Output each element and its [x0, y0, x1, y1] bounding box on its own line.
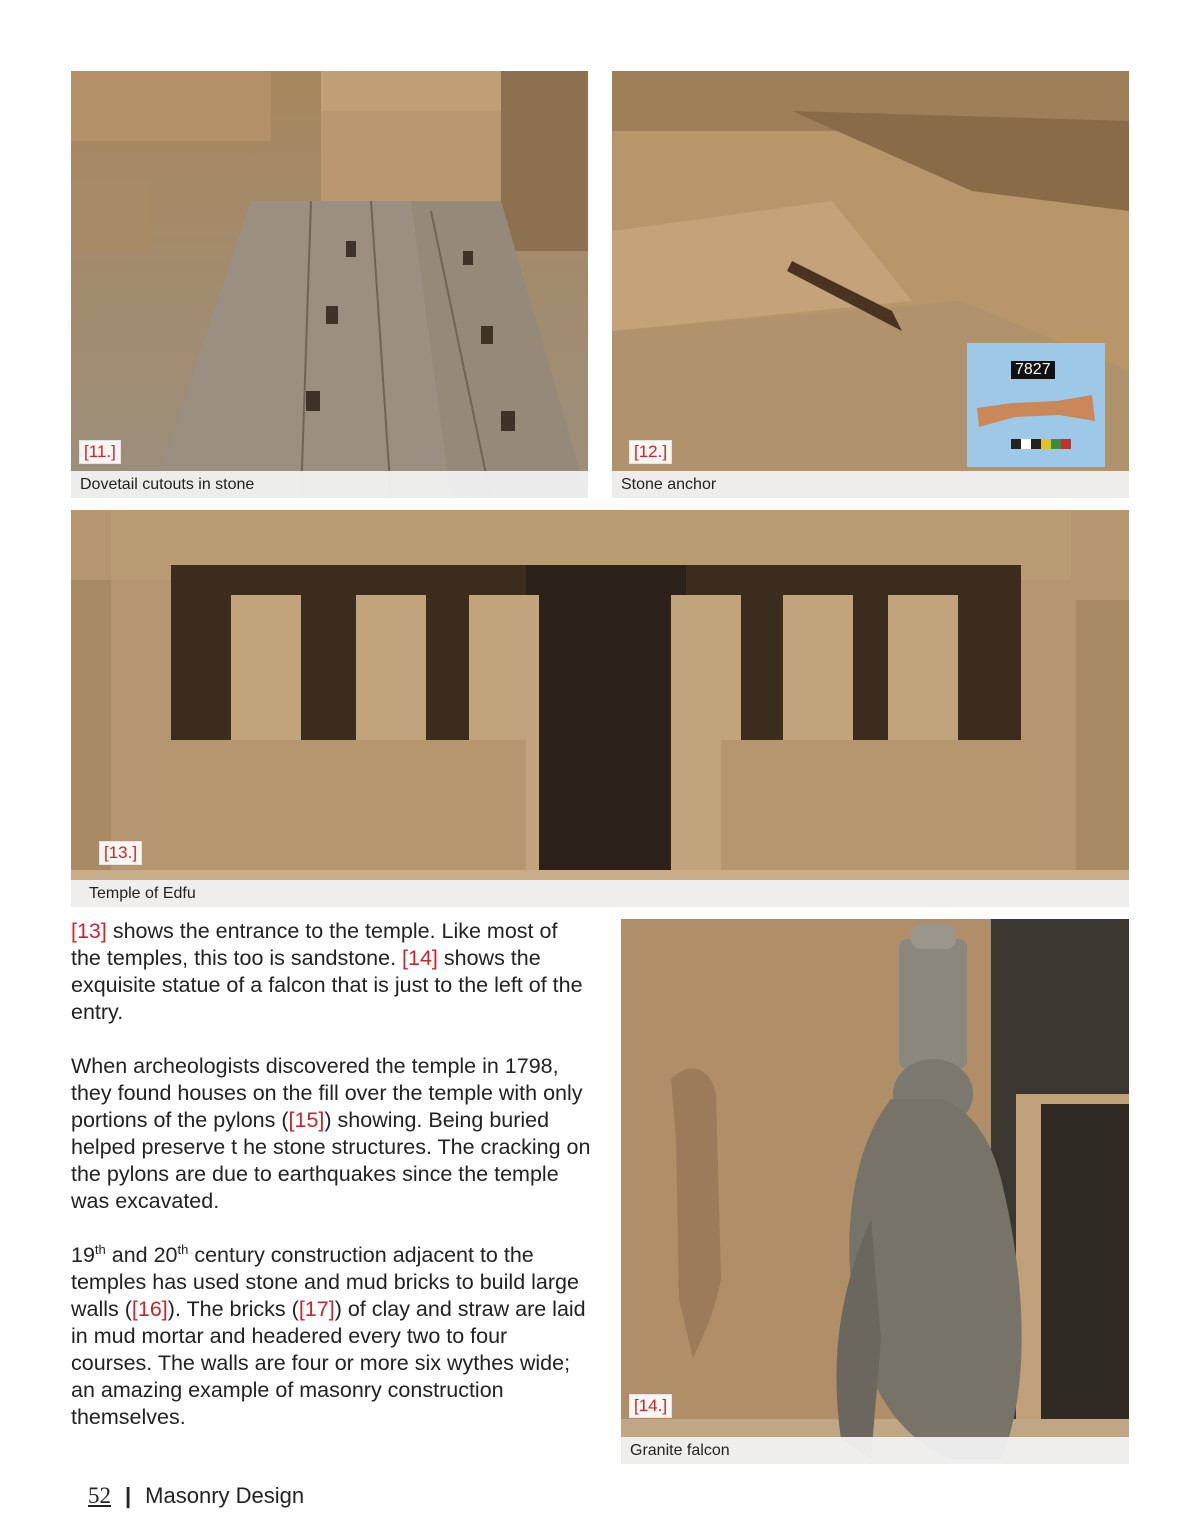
artifact-label: 7827 — [1011, 361, 1055, 379]
figure-14-granite-falcon-photo — [621, 919, 1129, 1464]
p3-text-1: and 20 — [105, 1243, 178, 1267]
scale-bar — [1011, 439, 1071, 449]
figure-13-edfu-temple-photo — [71, 510, 1129, 907]
footer-separator: | — [125, 1483, 132, 1508]
figure-13-number: [13.] — [99, 841, 142, 865]
figure-12-number: [12.] — [629, 440, 672, 464]
p3-text-3: ). The bricks ( — [167, 1297, 299, 1321]
page-number: 52 — [88, 1483, 111, 1508]
granite-falcon-image — [621, 919, 1129, 1464]
p3-num-1: 19 — [71, 1243, 95, 1267]
p1-text-2: shows the exquisite statue of a falcon that is just to the left of the entry. — [71, 946, 583, 1024]
figure-12-stone-anchor-photo — [612, 71, 1129, 498]
ref-17-link[interactable]: [17] — [298, 1297, 335, 1321]
p3-text-2: century construction adjacent to the temples has used stone and mud bricks to build large walls ( — [71, 1243, 579, 1321]
p3-sup-2: th — [177, 1242, 189, 1257]
ref-15-link[interactable]: [15] — [288, 1108, 325, 1132]
ref-13-link[interactable]: [13] — [71, 919, 107, 943]
dovetail-stone-image — [71, 71, 588, 498]
anchor-artifact-inset — [967, 343, 1105, 467]
artifact-shape — [967, 383, 1105, 443]
temple-facade-image — [71, 510, 1129, 907]
figure-14-caption: Granite falcon — [621, 1437, 1129, 1464]
p3-sup-1: th — [94, 1242, 106, 1257]
p3-text-4: ) of clay and straw are laid in mud mortar and headered every two to four courses. The walls are four or more six wythes wide; an amazing example of masonry construction themselves. — [71, 1297, 586, 1429]
figure-11-dovetail-photo — [71, 71, 588, 498]
paragraph-1 — [71, 918, 591, 1026]
figure-14-number: [14.] — [629, 1394, 672, 1418]
ref-16-link[interactable]: [16] — [131, 1297, 168, 1321]
figure-12-caption: Stone anchor — [612, 471, 1129, 498]
ref-14-link[interactable]: [14] — [402, 946, 438, 970]
page-footer — [88, 1483, 304, 1509]
figure-11-number: [11.] — [79, 440, 121, 464]
paragraph-3 — [71, 1242, 591, 1431]
publication-title: Masonry Design — [145, 1483, 305, 1508]
p2-text-1: When archeologists discovered the temple in 1798, they found houses on the fill over the temple with only portions of the pylons ( — [71, 1054, 583, 1132]
p1-text-1: shows the entrance to the temple. Like most of the temples, this too is sandstone. — [71, 919, 558, 970]
figure-11-caption: Dovetail cutouts in stone — [71, 471, 588, 498]
p2-text-2: ) showing. Being buried helped preserve t he stone structures. The cracking on the pylons are due to earthquakes since the temple was excavated. — [71, 1108, 591, 1213]
body-text — [71, 918, 591, 1458]
figure-13-caption: Temple of Edfu — [71, 880, 1129, 907]
paragraph-2 — [71, 1053, 591, 1215]
